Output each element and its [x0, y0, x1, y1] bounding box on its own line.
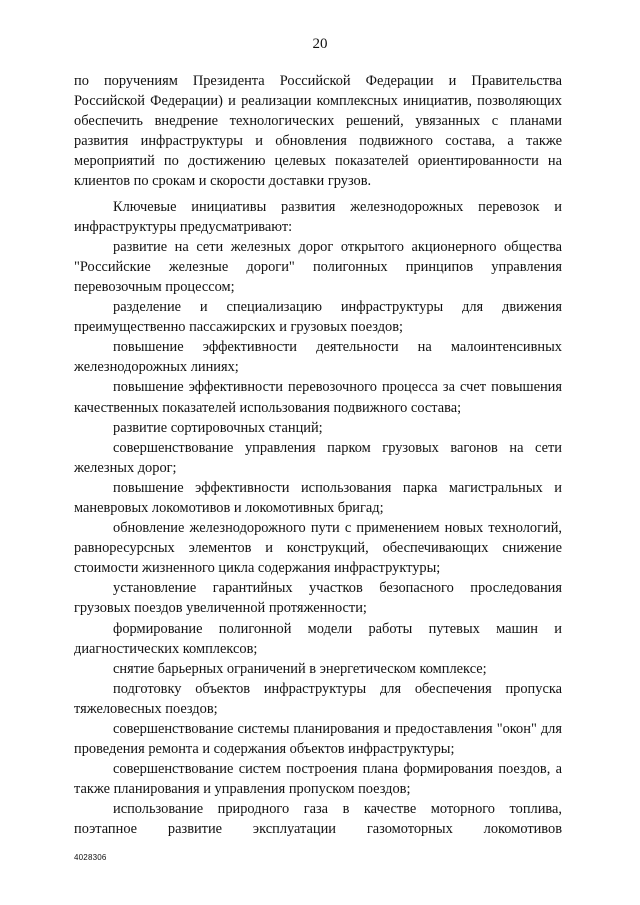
list-item: совершенствование систем построения плана формирования поездов, а также планирования и управления пропуском поездов; [74, 761, 562, 798]
list-item: подготовку объектов инфраструктуры для обеспечения пропуска тяжеловесных поездов; [74, 680, 562, 717]
list-item: развитие на сети железных дорог открытого акционерного общества "Российские железные дороги" полигонных принципов управления перевозочным процессом; [74, 238, 562, 295]
list-item: обновление железнодорожного пути с применением новых технологий, равноресурсных элементов и конструкций, обеспечивающих снижение стоимости жизненного цикла содержания инфраструктуры; [74, 520, 562, 577]
list-item: разделение и специализацию инфраструктуры для движения преимущественно пассажирских и грузовых поездов; [74, 299, 562, 336]
document-body [74, 71, 562, 840]
list-item: использование природного газа в качестве моторного топлива, поэтапное развитие эксплуатации газомоторных локомотивов [74, 801, 562, 838]
list-item: повышение эффективности перевозочного процесса за счет повышения качественных показателей использования подвижного состава; [74, 379, 562, 416]
list-item: развитие сортировочных станций; [113, 419, 323, 436]
list-item: совершенствование системы планирования и предоставления "окон" для проведения ремонта и содержания объектов инфраструктуры; [74, 721, 562, 758]
list-item: совершенствование управления парком грузовых вагонов на сети железных дорог; [74, 439, 562, 476]
list-item: установление гарантийных участков безопасного проследования грузовых поездов увеличенной протяженности; [74, 580, 562, 617]
paragraph-intro: Ключевые инициативы развития железнодорожных перевозок и инфраструктуры предусматривают: [74, 198, 562, 235]
list-item: формирование полигонной модели работы путевых машин и диагностических комплексов; [74, 620, 562, 657]
list-item: снятие барьерных ограничений в энергетическом комплексе; [113, 660, 487, 677]
list-item: повышение эффективности деятельности на малоинтенсивных железнодорожных линиях; [74, 339, 562, 376]
page-number: 20 [312, 36, 328, 52]
document-code: 4028306 [74, 853, 107, 862]
paragraph-continuation: по поручениям Президента Российской Федерации и Правительства Российской Федерации) и реализации комплексных инициатив, позволяющих обеспечить внедрение технологических решений, увязанных с планами развития инфраструктуры и обновления подвижного состава, а также мероприятий по достижению целевых показателей ориентированности на клиентов по срокам и скорости доставки грузов. [74, 73, 562, 190]
list-item: повышение эффективности использования парка магистральных и маневровых локомотивов и локомотивных бригад; [74, 479, 562, 516]
